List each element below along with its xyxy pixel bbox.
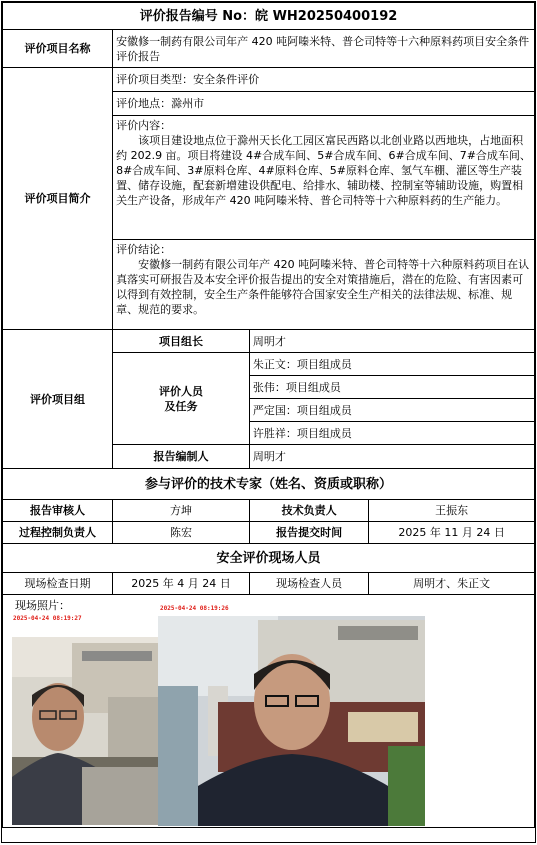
project-intro-label: 评价项目简介	[3, 68, 113, 330]
project-location: 评价地点：滁州市	[113, 92, 535, 116]
tech-lead-value: 王振东	[369, 500, 535, 522]
member-row: 朱正文：项目组成员	[249, 353, 534, 376]
project-conclusion	[113, 240, 535, 330]
site-photo-2-image	[158, 616, 425, 826]
inspection-people-label: 现场检查人员	[249, 573, 368, 595]
site-photos-label: 现场照片：	[15, 599, 70, 612]
author-label: 报告编制人	[113, 445, 250, 469]
leader-label: 项目组长	[113, 330, 250, 353]
conclusion-heading: 评价结论：	[116, 243, 172, 256]
member-row: 许胜祥：项目组成员	[249, 422, 534, 445]
reviewer-label: 报告审核人	[3, 500, 113, 522]
member-row: 严定国：项目组成员	[249, 399, 534, 422]
process-control-label: 过程控制负责人	[3, 522, 113, 544]
content-heading: 评价内容：	[116, 119, 172, 132]
photo-timestamp: 2025-04-24 08:19:27	[13, 615, 82, 622]
author-value: 周明才	[249, 445, 534, 469]
conclusion-text: 安徽修一制药有限公司年产 420 吨阿嗪米特、普仑司特等十六种原料药项目在认真落实可研报告及本安全评价报告提出的安全对策措施后，潜在的危险、有害因素可以得到有效控制，安全生产条件能够符合国家安全生产相关的法律法规、标准、规章、规范的要求。	[116, 258, 530, 316]
site-photo-2	[158, 616, 425, 826]
site-photo-1-image	[12, 637, 158, 825]
submit-time-label: 报告提交时间	[249, 522, 368, 544]
inspection-people-value: 周明才、朱正文	[369, 573, 535, 595]
content-text: 该项目建设地点位于滁州天长化工园区富民西路以北创业路以西地块，占地面积约 202.9 亩。项目将建设 4#合成车间、5#合成车间、6#合成车间、7#合成车间、8#合成车间、3#原料仓库、4#原料仓库、5#原料仓库、氢气车棚、灌区等生产装置、储存设施，配套新增建设供配电、给排水、辅助楼、控制室等辅助设施，购置相关生产设备，形成年产 420 吨阿嗪米特、普仑司特等十六种原料药的生产能力。	[116, 134, 531, 207]
members-label-line2: 及任务	[164, 399, 198, 413]
site-heading: 安全评价现场人员	[3, 544, 535, 573]
reviewer-value: 方坤	[113, 500, 250, 522]
team-label: 评价项目组	[3, 330, 113, 469]
project-name-label: 评价项目名称	[3, 30, 113, 68]
project-content	[113, 116, 535, 240]
member-row: 张伟：项目组成员	[249, 376, 534, 399]
tech-lead-label: 技术负责人	[249, 500, 368, 522]
members-label-line1: 评价人员	[158, 384, 203, 398]
leader-value: 周明才	[249, 330, 534, 353]
project-name-value: 安徽修一制药有限公司年产 420 吨阿嗪米特、普仑司特等十六种原料药项目安全条件评价报告	[113, 30, 535, 68]
report-table	[2, 2, 535, 595]
report-number: 评价报告编号 No：皖 WH20250400192	[3, 3, 535, 30]
photo-timestamp: 2025-04-24 08:19:26	[160, 605, 229, 612]
inspection-date-label: 现场检查日期	[3, 573, 113, 595]
evaluation-report-page	[1, 1, 536, 843]
inspection-date-value: 2025 年 4 月 24 日	[113, 573, 250, 595]
site-photos-area	[2, 595, 535, 828]
experts-heading: 参与评价的技术专家（姓名、资质或职称）	[3, 469, 535, 500]
process-control-value: 陈宏	[113, 522, 250, 544]
submit-time-value: 2025 年 11 月 24 日	[369, 522, 535, 544]
project-type: 评价项目类型：安全条件评价	[113, 68, 535, 92]
site-photo-1	[12, 637, 158, 825]
members-label	[113, 353, 250, 445]
